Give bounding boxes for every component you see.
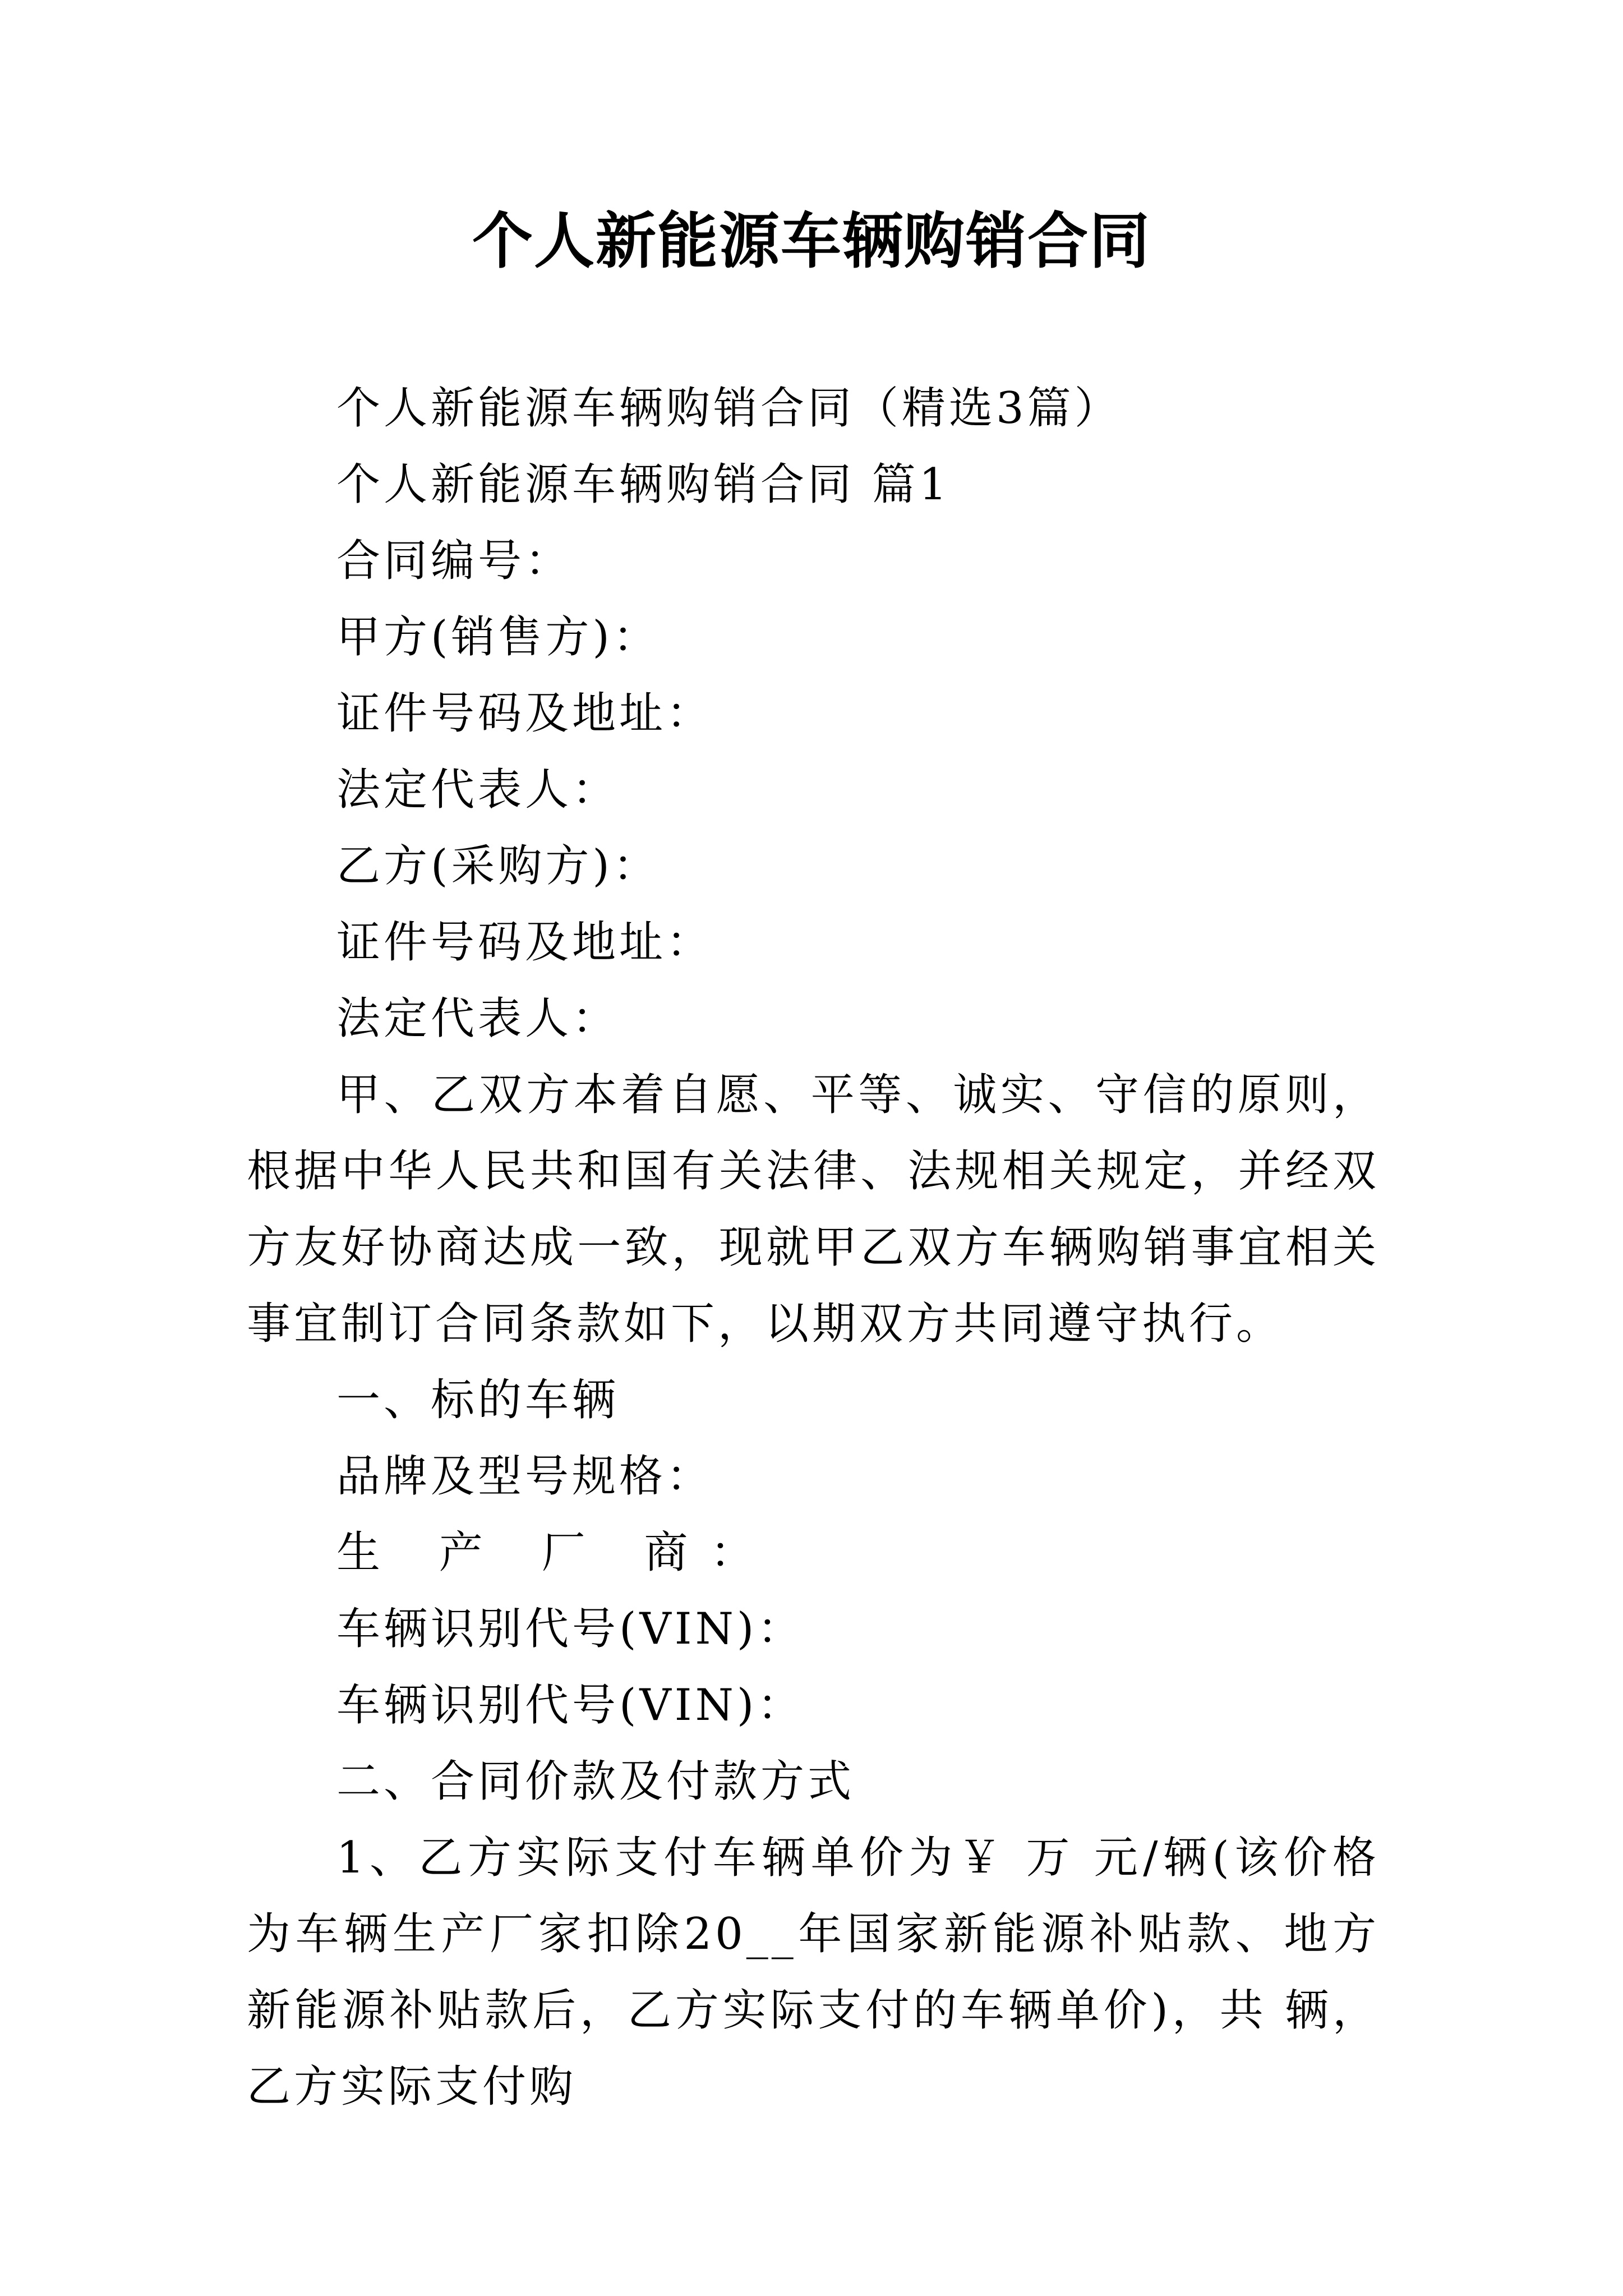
part-heading: 个人新能源车辆购销合同 篇1 [336, 459, 951, 510]
party-a-field: 甲方(销售方)： [336, 612, 660, 662]
party-a-id-address-field: 证件号码及地址： [336, 688, 714, 739]
vin-field-2: 车辆识别代号(VIN)： [336, 1680, 805, 1731]
party-b-legal-rep-field: 法定代表人： [336, 993, 620, 1044]
preamble-paragraph: 甲、乙双方本着自愿、平等、诚实、守信的原则，根据中华人民共和国有关法律、法规相关规定，并经双方友好协商达成一致，现就甲乙双方车辆购销事宜相关事宜制订合同条款如下，以期双方共同遵守执行。 [247, 1070, 1380, 1349]
section-2-heading: 二、合同价款及付款方式 [336, 1756, 855, 1807]
contract-no-field: 合同编号： [336, 536, 573, 586]
brand-model-field: 品牌及型号规格： [336, 1451, 714, 1502]
manufacturer-field: 生 产 厂 商： [336, 1527, 777, 1578]
price-clause-1: 1、乙方实际支付车辆单价为￥ 万 元/辆(该价格为车辆生产厂家扣除20__年国家新能源补贴款、地方新能源补贴款后，乙方实际支付的车辆单价)，共 辆，乙方实际支付购 [247, 1833, 1380, 2112]
document-body [247, 370, 1380, 2125]
party-b-id-address-field: 证件号码及地址： [336, 917, 714, 968]
party-b-field: 乙方(采购方)： [336, 841, 660, 891]
document-title: 个人新能源车辆购销合同 [472, 206, 1151, 277]
party-a-legal-rep-field: 法定代表人： [336, 765, 620, 815]
section-1-heading: 一、标的车辆 [336, 1375, 620, 1425]
subtitle: 个人新能源车辆购销合同（精选3篇） [336, 383, 1122, 434]
vin-field-1: 车辆识别代号(VIN)： [336, 1604, 805, 1654]
